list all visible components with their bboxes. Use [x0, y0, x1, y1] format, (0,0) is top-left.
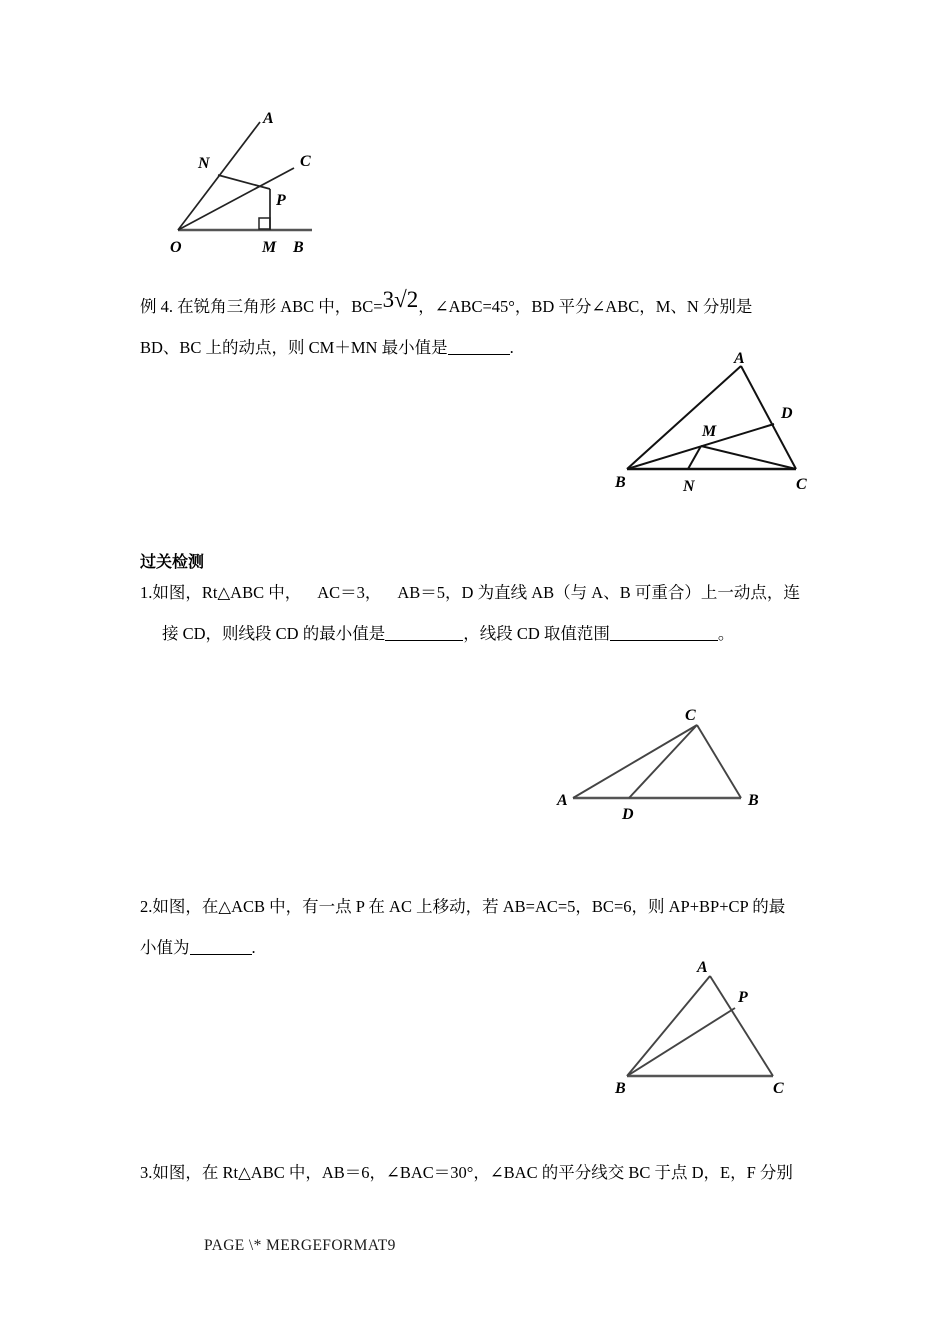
figure2-label-C: C [796, 476, 807, 493]
figure2-label-D: D [781, 405, 793, 422]
figure4-label-A: A [697, 959, 708, 976]
section-heading-guoguan-jiance: 过关检测 [140, 552, 205, 571]
figure3-label-D: D [622, 806, 634, 823]
figure1-label-A: A [263, 110, 274, 127]
figure-triangle-ABC-BD [605, 352, 820, 497]
q1-line1-part2: AC＝3， [317, 583, 382, 602]
figure3-label-C: C [685, 707, 696, 724]
figure-triangle-ABC-P [605, 958, 810, 1093]
figure3-label-A: A [557, 792, 568, 809]
figure1-label-N: N [198, 155, 210, 172]
figure2-label-M: M [702, 423, 717, 440]
q1-line2-end: 。 [717, 624, 735, 643]
figure1-label-B: B [293, 239, 304, 256]
page-footer: PAGE \* MERGEFORMAT9 [204, 1237, 396, 1254]
q2-line2-end: . [251, 938, 256, 957]
figure4-label-C: C [773, 1080, 784, 1093]
figure4-label-B: B [615, 1080, 626, 1093]
example4-answer-blank[interactable] [448, 354, 510, 355]
q1-answer-blank-range[interactable] [610, 640, 718, 641]
question-2-paragraph [140, 886, 820, 968]
example4-radical-3sqrt2: 3√2 [382, 287, 419, 312]
example4-line1-part1: 例 4. 在锐角三角形 ABC 中，BC= [140, 297, 383, 316]
example4-line2-end: . [509, 338, 514, 357]
figure2-label-B: B [615, 474, 626, 491]
figure-triangle-ACB-D [545, 705, 775, 825]
q2-line1: 2.如图，在△ACB 中，有一点 P 在 AC 上移动，若 AB=AC=5，BC=6，则 AP+BP+CP 的最 [140, 897, 786, 916]
figure1-label-C: C [300, 153, 311, 170]
figure-angle-AOB [160, 108, 350, 263]
q1-answer-blank-min[interactable] [385, 640, 463, 641]
figure1-label-P: P [276, 192, 286, 209]
q1-line2-part1: 接 CD，则线段 CD 的最小值是 [162, 624, 386, 643]
figure3-label-B: B [748, 792, 759, 809]
question-3-paragraph [140, 1152, 820, 1193]
q1-line1-part3: AB＝5，D 为直线 AB（与 A、B 可重合）上一动点，连 [397, 583, 800, 602]
figure1-label-O: O [170, 239, 182, 256]
example4-line1-part2: ，∠ABC=45°，BD 平分∠ABC，M、N 分别是 [418, 297, 753, 316]
example4-line2: BD、BC 上的动点，则 CM＋MN 最小值是 [140, 338, 448, 357]
q2-line2: 小值为 [140, 938, 190, 957]
figure2-label-N: N [683, 478, 695, 495]
q1-line1-part1: 1.如图，Rt△ABC 中， [140, 583, 302, 602]
question-1-paragraph [140, 572, 820, 654]
q1-line2-part2: ，线段 CD 取值范围 [463, 624, 610, 643]
figure4-label-P: P [738, 989, 748, 1006]
q3-line1: 3.如图，在 Rt△ABC 中，AB＝6，∠BAC＝30°，∠BAC 的平分线交 BC 于点 D，E，F 分别 [140, 1163, 793, 1182]
figure2-label-A: A [734, 352, 745, 367]
q2-answer-blank[interactable] [190, 954, 252, 955]
figure1-label-M: M [262, 239, 277, 256]
